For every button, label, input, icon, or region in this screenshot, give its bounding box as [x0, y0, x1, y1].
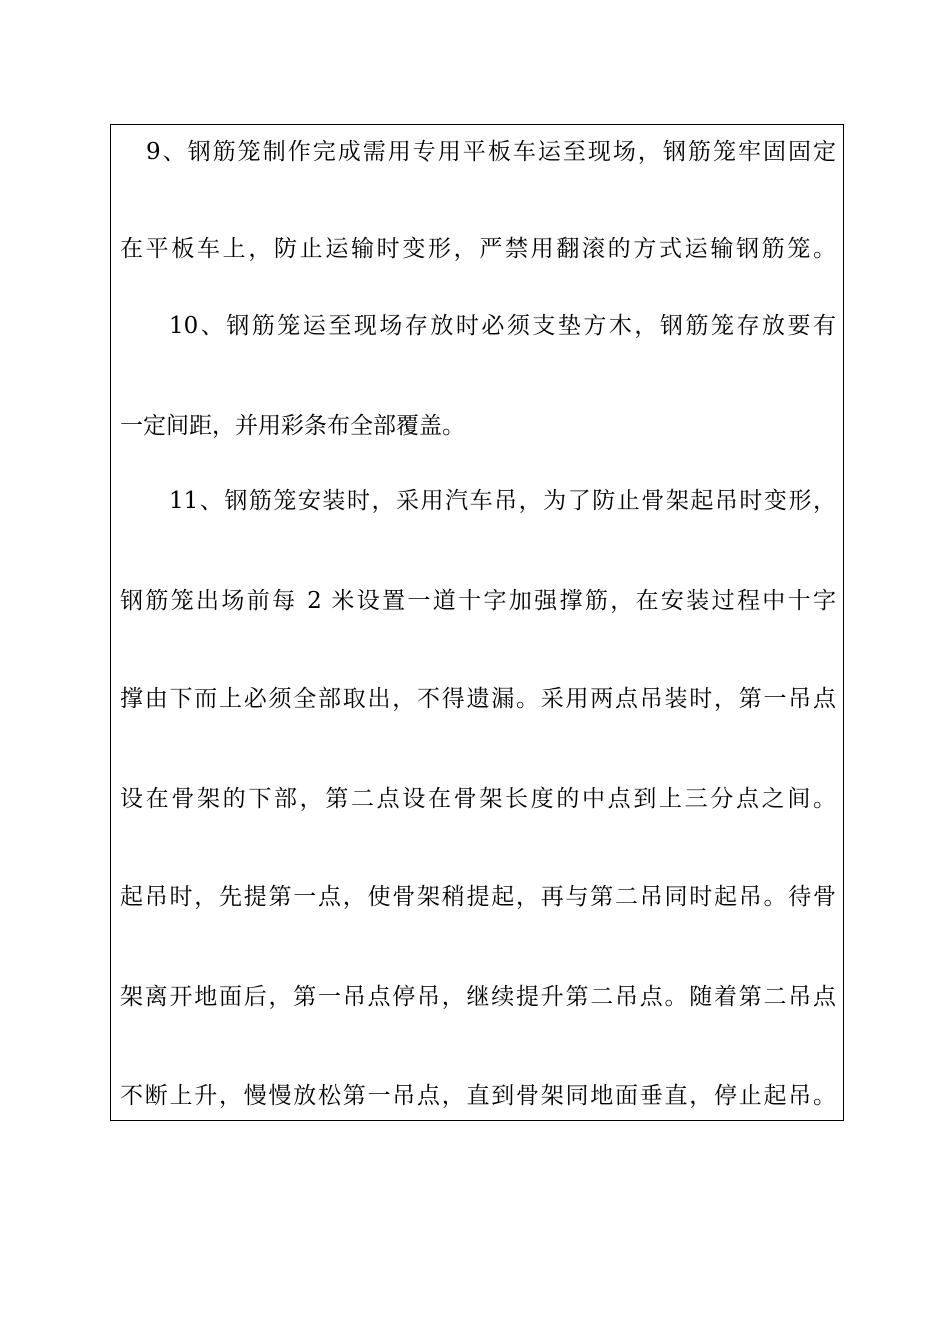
- paragraph-11-line-1: 11、钢筋笼安装时，采用汽车吊，为了防止骨架起吊时变形，: [169, 488, 836, 514]
- paragraph-11-line-3: 撑由下而上必须全部取出，不得遗漏。采用两点吊装时，第一吊点: [120, 686, 836, 712]
- paragraph-11-line-6: 架离开地面后，第一吊点停吊，继续提升第二吊点。随着第二吊点: [120, 984, 836, 1010]
- paragraph-9-line-1: 9、钢筋笼制作完成需用专用平板车运至现场，钢筋笼牢固固定: [146, 139, 836, 165]
- paragraph-10-line-2: 一定间距，并用彩条布全部覆盖。: [120, 413, 465, 439]
- paragraph-10-line-1: 10、钢筋笼运至现场存放时必须支垫方木，钢筋笼存放要有: [169, 313, 836, 339]
- paragraph-11-line-2: 钢筋笼出场前每 2 米设置一道十字加强撑筋，在安装过程中十字: [120, 588, 836, 614]
- paragraph-11-line-5: 起吊时，先提第一点，使骨架稍提起，再与第二吊同时起吊。待骨: [120, 884, 836, 910]
- content-table-border: [110, 124, 844, 1121]
- paragraph-11-line-7: 不断上升，慢慢放松第一吊点，直到骨架同地面垂直，停止起吊。: [120, 1083, 836, 1109]
- paragraph-9-line-2: 在平板车上，防止运输时变形，严禁用翻滚的方式运输钢筋笼。: [120, 236, 836, 262]
- paragraph-11-line-4: 设在骨架的下部，第二点设在骨架长度的中点到上三分点之间。: [120, 786, 836, 812]
